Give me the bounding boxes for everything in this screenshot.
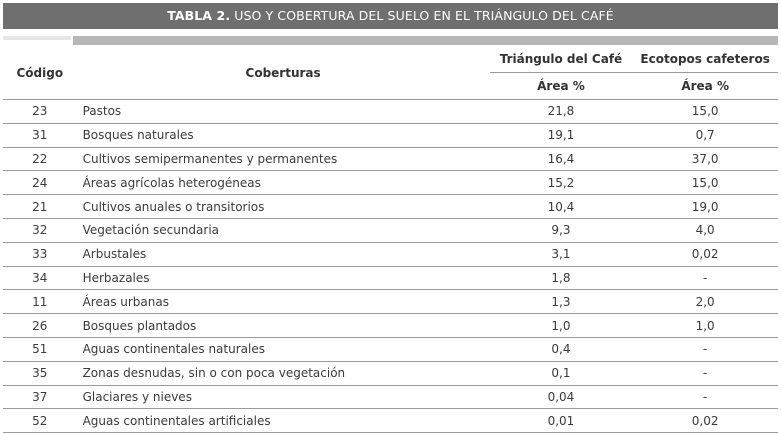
cell-cobertura: Aguas continentales naturales (77, 337, 490, 361)
cell-codigo: 33 (3, 242, 77, 266)
header-area-triangulo: Área % (490, 73, 633, 100)
cell-area-ecotopos: 15,0 (632, 100, 778, 124)
table-row (3, 314, 778, 338)
table-row (3, 147, 778, 171)
cell-area-triangulo: 16,4 (490, 147, 633, 171)
cell-area-triangulo: 19,1 (490, 123, 633, 147)
cell-cobertura: Bosques plantados (77, 314, 490, 338)
cell-codigo: 52 (3, 409, 77, 433)
cell-area-triangulo: 1,0 (490, 314, 633, 338)
land-use-table (3, 46, 778, 433)
table-row (3, 242, 778, 266)
table-row (3, 266, 778, 290)
table-row (3, 100, 778, 124)
header-accent-right (73, 36, 778, 45)
cell-codigo: 35 (3, 361, 77, 385)
cell-area-ecotopos: - (632, 361, 778, 385)
cell-cobertura: Cultivos anuales o transitorios (77, 195, 490, 219)
cell-codigo: 23 (3, 100, 77, 124)
header-codigo: Código (3, 46, 77, 100)
cell-cobertura: Aguas continentales artificiales (77, 409, 490, 433)
cell-area-triangulo: 0,1 (490, 361, 633, 385)
header-coberturas: Coberturas (77, 46, 490, 100)
cell-area-triangulo: 15,2 (490, 171, 633, 195)
table-row (3, 337, 778, 361)
cell-area-triangulo: 3,1 (490, 242, 633, 266)
cell-area-ecotopos: - (632, 385, 778, 409)
cell-codigo: 22 (3, 147, 77, 171)
cell-codigo: 26 (3, 314, 77, 338)
cell-area-triangulo: 0,04 (490, 385, 633, 409)
cell-cobertura: Cultivos semipermanentes y permanentes (77, 147, 490, 171)
table-row (3, 361, 778, 385)
cell-area-ecotopos: 37,0 (632, 147, 778, 171)
cell-cobertura: Glaciares y nieves (77, 385, 490, 409)
cell-area-triangulo: 1,3 (490, 290, 633, 314)
cell-area-triangulo: 9,3 (490, 218, 633, 242)
cell-codigo: 51 (3, 337, 77, 361)
cell-cobertura: Áreas agrícolas heterogéneas (77, 171, 490, 195)
table-row (3, 123, 778, 147)
table-row (3, 218, 778, 242)
cell-codigo: 11 (3, 290, 77, 314)
table-row (3, 290, 778, 314)
table-body (3, 100, 778, 433)
cell-area-ecotopos: 2,0 (632, 290, 778, 314)
cell-cobertura: Zonas desnudas, sin o con poca vegetación (77, 361, 490, 385)
cell-area-ecotopos: 19,0 (632, 195, 778, 219)
cell-codigo: 32 (3, 218, 77, 242)
table-row (3, 195, 778, 219)
table-title-text: USO Y COBERTURA DEL SUELO EN EL TRIÁNGULO DEL CAFÉ (234, 8, 614, 23)
header-ecotopos: Ecotopos cafeteros (632, 46, 778, 73)
header-area-ecotopos: Área % (632, 73, 778, 100)
cell-area-triangulo: 0,01 (490, 409, 633, 433)
cell-area-ecotopos: 0,02 (632, 242, 778, 266)
cell-cobertura: Vegetación secundaria (77, 218, 490, 242)
cell-area-ecotopos: 0,02 (632, 409, 778, 433)
cell-codigo: 24 (3, 171, 77, 195)
cell-area-ecotopos: 1,0 (632, 314, 778, 338)
table-row (3, 171, 778, 195)
cell-area-ecotopos: 4,0 (632, 218, 778, 242)
table-row (3, 385, 778, 409)
cell-area-ecotopos: 15,0 (632, 171, 778, 195)
cell-area-triangulo: 21,8 (490, 100, 633, 124)
cell-codigo: 37 (3, 385, 77, 409)
cell-cobertura: Pastos (77, 100, 490, 124)
header-triangulo: Triángulo del Café (490, 46, 633, 73)
table-row (3, 409, 778, 433)
table-title (3, 3, 778, 29)
header-row-primary (3, 46, 778, 73)
cell-area-triangulo: 10,4 (490, 195, 633, 219)
cell-cobertura: Arbustales (77, 242, 490, 266)
cell-cobertura: Herbazales (77, 266, 490, 290)
header-accent-left (3, 36, 71, 40)
cell-codigo: 31 (3, 123, 77, 147)
cell-area-ecotopos: 0,7 (632, 123, 778, 147)
cell-cobertura: Áreas urbanas (77, 290, 490, 314)
cell-cobertura: Bosques naturales (77, 123, 490, 147)
cell-area-ecotopos: - (632, 337, 778, 361)
cell-area-ecotopos: - (632, 266, 778, 290)
cell-codigo: 34 (3, 266, 77, 290)
cell-area-triangulo: 1,8 (490, 266, 633, 290)
cell-codigo: 21 (3, 195, 77, 219)
table-number: TABLA 2. (167, 8, 231, 23)
cell-area-triangulo: 0,4 (490, 337, 633, 361)
